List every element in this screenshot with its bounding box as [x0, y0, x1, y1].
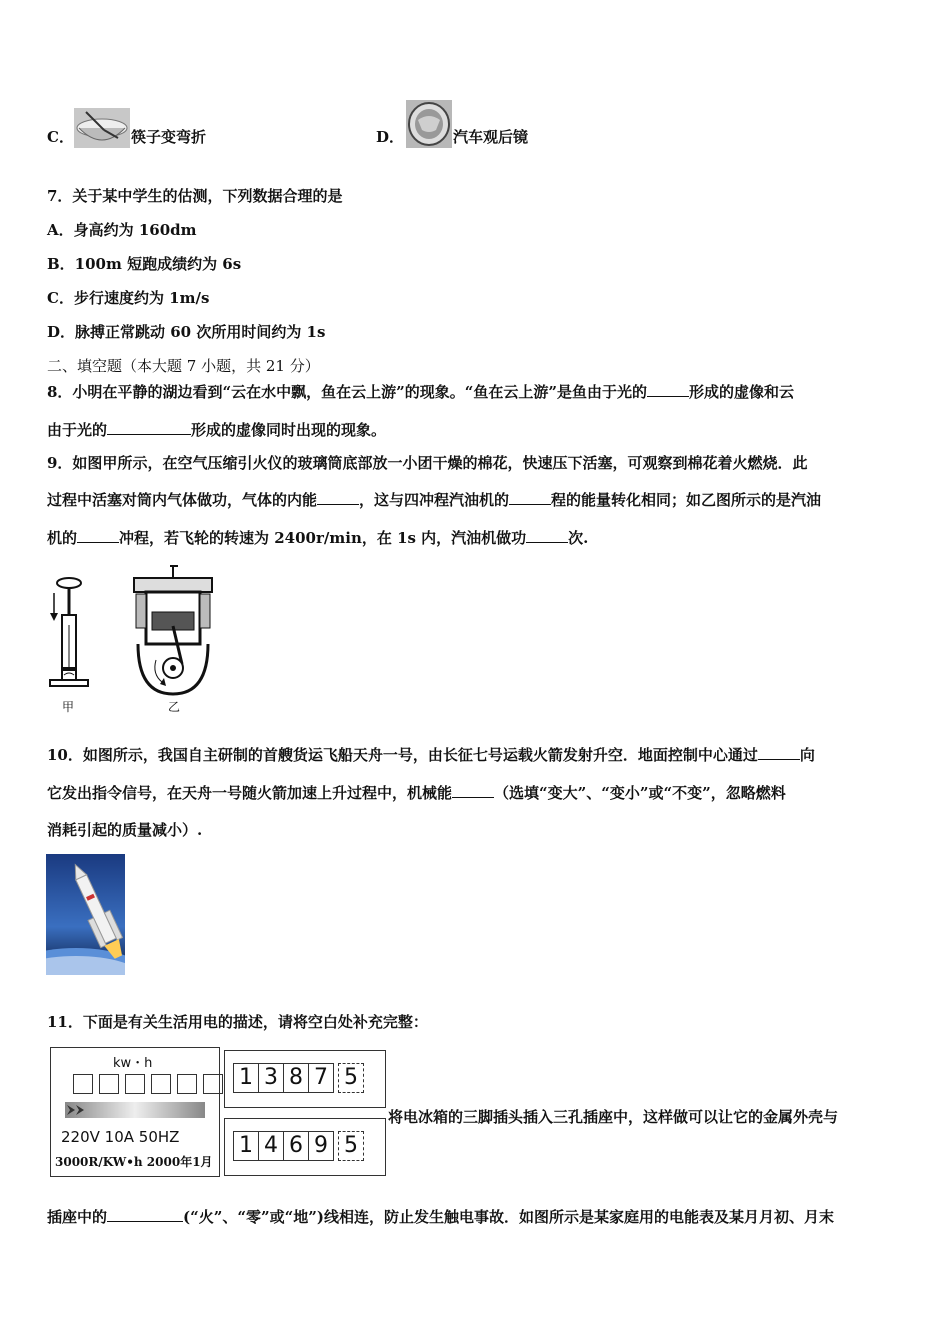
q9-text-3a: 机的: [47, 529, 78, 547]
car-mirror-image: [406, 100, 452, 148]
answer-blank[interactable]: [758, 745, 800, 760]
answer-blank[interactable]: [107, 420, 191, 435]
meter-unit: kw・h: [113, 1056, 153, 1071]
option-d-text: 汽车观后镜: [453, 128, 529, 146]
q9-text-3b: 冲程，若飞轮的转速为 2400r/min，在 1s 内，汽油机做功: [119, 529, 527, 547]
q10-text-2b: （选填“变大”、“变小”或“不变”，忽略燃料: [494, 784, 786, 802]
option-d-label: D．: [376, 128, 405, 146]
answer-blank[interactable]: [526, 528, 568, 543]
q9-text-2c: 程的能量转化相同；如乙图所示的是汽油: [551, 491, 822, 509]
q11-text-2b: (“火”、“零”或“地”)线相连，防止发生触电事故．如图所示是某家庭用的电能表及某月月初、月末: [183, 1208, 834, 1226]
reading-digit: 7: [314, 1065, 328, 1090]
answer-blank[interactable]: [107, 1207, 183, 1222]
answer-blank[interactable]: [317, 490, 359, 505]
meter-window: [125, 1074, 145, 1094]
q8-line-2: [47, 420, 386, 440]
q8-text-2b: 形成的虚像同时出现的现象。: [191, 421, 387, 439]
q9-line-1: 9．如图甲所示，在空气压缩引火仪的玻璃筒底部放一小团干燥的棉花，快速压下活塞，可观察到棉花着火燃烧．此: [47, 454, 808, 472]
q7-option-c: C．步行速度约为 1m/s: [47, 289, 210, 307]
reading-digit: 1: [234, 1132, 259, 1160]
q9-text-3c: 次.: [568, 529, 589, 547]
reading-digit: 9: [314, 1133, 328, 1158]
option-c-label: C．: [47, 128, 74, 146]
reading-box-end: [224, 1118, 386, 1176]
fig-label-yi: 乙: [168, 700, 181, 714]
q10-text-2a: 它发出指令信号，在天舟一号随火箭加速上升过程中，机械能: [47, 784, 453, 802]
reading-digit-decimal: 5: [338, 1063, 364, 1093]
reading-end: [233, 1131, 364, 1161]
q9-text-2b: ，这与四冲程汽油机的: [359, 491, 510, 509]
q11-text-2a: 插座中的: [47, 1208, 108, 1226]
answer-blank[interactable]: [647, 382, 689, 397]
electricity-meter: [50, 1047, 220, 1177]
q9-line-2: [47, 490, 821, 510]
q11-line-2: [47, 1207, 834, 1227]
q9-line-3: [47, 528, 588, 548]
reading-box-start: [224, 1050, 386, 1108]
q11-stem: 11．下面是有关生活用电的描述，请将空白处补充完整：: [47, 1013, 428, 1031]
reading-digit: 3: [259, 1064, 284, 1092]
reading-digit-decimal: 5: [338, 1131, 364, 1161]
q8-text-1b: 形成的虚像和云: [688, 383, 794, 401]
meter-window: [151, 1074, 171, 1094]
reading-digit: 8: [284, 1064, 309, 1092]
q7-option-a: A．身高约为 160dm: [47, 221, 197, 239]
q10-text-1b: 向: [799, 746, 815, 764]
answer-blank[interactable]: [509, 490, 551, 505]
meter-window: [73, 1074, 93, 1094]
answer-blank[interactable]: [77, 528, 119, 543]
q8-line-1: [47, 382, 794, 402]
meter-bottom-text: 3000R/KW•h 2000年1月: [55, 1155, 213, 1169]
q10-line-3: 消耗引起的质量减小）.: [47, 821, 203, 839]
chevron-arrows-icon: [65, 1102, 95, 1118]
q9-text-2a: 过程中活塞对筒内气体做功，气体的内能: [47, 491, 318, 509]
fig-label-jia: 甲: [62, 700, 75, 714]
reading-start: [233, 1063, 364, 1093]
q10-line-1: [47, 745, 815, 765]
chopsticks-in-bowl-image: [74, 108, 130, 148]
meter-window: [99, 1074, 119, 1094]
q7-option-d: D．脉搏正常跳动 60 次所用时间约为 1s: [47, 323, 326, 341]
answer-blank[interactable]: [452, 783, 494, 798]
air-compression-igniter-figure: [44, 575, 94, 695]
q7-stem: 7．关于某中学生的估测，下列数据合理的是: [47, 187, 343, 205]
reading-digit: 1: [234, 1064, 259, 1092]
meter-window: [203, 1074, 223, 1094]
q10-text-1a: 10．如图所示，我国自主研制的首艘货运飞船天舟一号，由长征七号运载火箭发射升空．地面控制中心通过: [47, 746, 758, 764]
meter-disc-bar: [65, 1102, 205, 1118]
meter-digit-windows: [73, 1074, 223, 1094]
reading-digit: 6: [284, 1132, 309, 1160]
option-c-text: 筷子变弯折: [131, 128, 207, 146]
q11-side-text: 将电冰箱的三脚插头插入三孔插座中，这样做可以让它的金属外壳与: [388, 1108, 839, 1126]
rocket-launch-image: [46, 854, 125, 975]
section-title: 二、填空题（本大题 7 小题，共 21 分）: [47, 357, 320, 375]
q8-text-1a: 8．小明在平静的湖边看到“云在水中飘，鱼在云上游”的现象。“鱼在云上游”是鱼由于光的: [47, 383, 647, 401]
q8-text-2a: 由于光的: [47, 421, 108, 439]
q7-option-b: B．100m 短跑成绩约为 6s: [47, 255, 242, 273]
meter-specs: 220V 10A 50HZ: [61, 1128, 180, 1146]
reading-digit: 4: [259, 1132, 284, 1160]
meter-window: [177, 1074, 197, 1094]
q10-line-2: [47, 783, 786, 803]
engine-cylinder-figure: [130, 564, 216, 698]
